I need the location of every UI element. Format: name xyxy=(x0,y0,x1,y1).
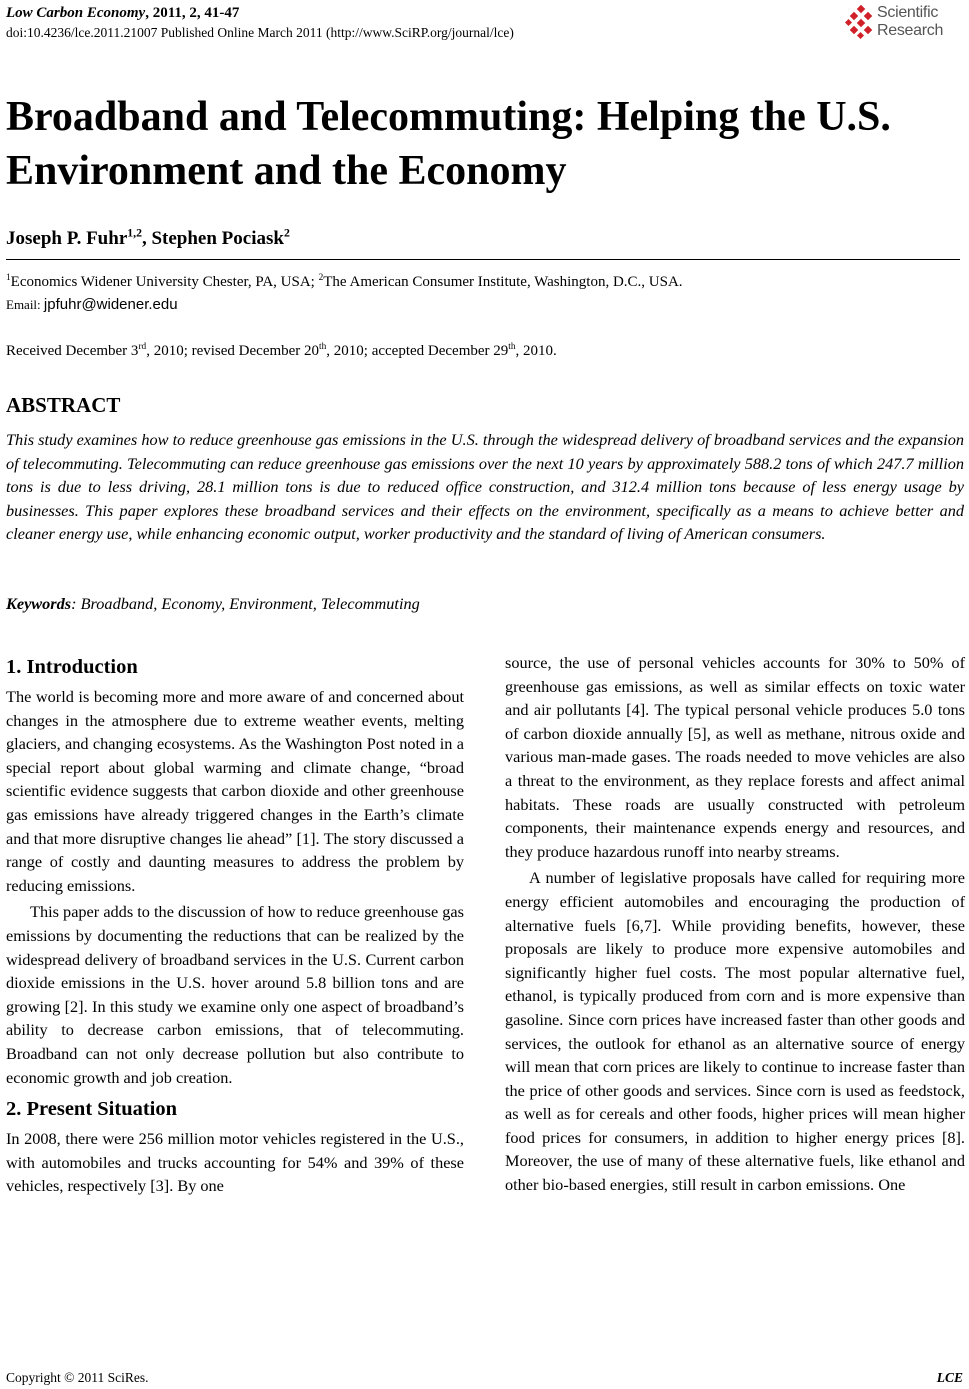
logo-text-line2: Research xyxy=(877,22,944,39)
email-label: Email: xyxy=(6,297,44,312)
affiliations xyxy=(6,272,683,292)
author-name: , Stephen Pociask xyxy=(141,228,284,249)
email-link[interactable]: jpfuhr@widener.edu xyxy=(43,296,178,313)
paragraph: The world is becoming more and more aware of and concerned about changes in the atmosphere due to extreme weather events, melting glaciers, and changing ecosystems. As the Washington Post noted in a special report about global warming and climate change, “broad scientific evidence suggests that carbon dioxide and other greenhouse gas emissions have already triggered changes in the Earth’s climate and that more disruptive changes lie ahead” [1]. The story discussed a range of costly and daunting measures to address the problem by reducing emissions. xyxy=(6,687,464,895)
revised-text: , 2010; revised December 20 xyxy=(146,343,320,359)
journal-volume: , 2011, 2, 41-47 xyxy=(145,5,240,21)
affiliation-mark: 2 xyxy=(318,273,324,283)
accepted-text: , 2010; accepted December 29 xyxy=(326,343,509,359)
affiliation-mark: 1 xyxy=(6,273,11,283)
year-text: , 2010. xyxy=(515,343,557,359)
title-line-2: Environment and the Economy xyxy=(6,148,567,194)
author-affiliation-mark: 2 xyxy=(283,226,290,240)
abstract-heading: ABSTRACT xyxy=(6,393,121,417)
abstract-text: This study examines how to reduce greenhouse gas emissions in the U.S. through the widespread delivery of broadband services and the expansion of telecommuting. Telecommuting can reduce greenhouse gas emissions over the next 10 years by approximately 588.2 tons of which 247.7 million tons is due to less driving, 28.1 million tons is due to reduced office construction, and 312.4 million tons because of less energy usage by businesses. This paper explores these broadband services and their effects on the environment, specifically as a means to achieve better and cleaner energy use, while enhancing economic output, worker productivity and the standard of living of American consumers. xyxy=(6,430,964,543)
publisher-logo xyxy=(845,2,967,42)
keywords-label: Keywords xyxy=(6,594,72,613)
paragraph: In 2008, there were 256 million motor vehicles registered in the U.S., with automobiles and trucks accounting for 54% and 39% of these vehicles, respectively [3]. By one xyxy=(6,1129,464,1196)
left-column xyxy=(6,653,464,1198)
paragraph: A number of legislative proposals have called for requiring more energy efficient automobiles and encouraging the production of alternative fuels [6,7]. While providing benefits, however, these proposals are likely to produce more expensive automobiles and significantly higher fuel costs. The most popular alternative fuel, ethanol, is typically produced from corn and is more expensive than gasoline. Since corn prices have increased faster than other goods and services, the outlook for ethanol as an alternative source of energy will mean that corn prices are likely to continue to increase faster than the price of other goods and services. Since corn is used as feedstock, as well as for cereals and other foods, higher prices will mean higher food prices for consumers, in addition to higher energy prices [8]. Moreover, the use of many of these alternative fuels, like ethanol and other bio-based energies, still result in carbon emissions. One xyxy=(505,868,965,1195)
article-title xyxy=(6,90,961,198)
copyright-notice: Copyright © 2011 SciRes. xyxy=(6,1370,149,1385)
publisher-logo-icon xyxy=(845,5,875,39)
paragraph: This paper adds to the discussion of how to reduce greenhouse gas emissions by documenting the reductions that can be realized by the widespread delivery of broadband services in the U.S. Current carbon dioxide emissions in the U.S. hover around 5.8 billion tons and are growing [2]. In this study we examine only one aspect of broadband’s ability to decrease carbon emissions, that of telecommuting. Broadband can not only decrease pollution but also contribute to economic growth and job creation. xyxy=(6,902,464,1087)
email-line xyxy=(6,295,178,315)
affiliation-text: The American Consumer Institute, Washington, D.C., USA. xyxy=(323,274,683,290)
author-affiliation-mark: 1,2 xyxy=(127,226,142,240)
ordinal-suffix: th xyxy=(508,342,516,352)
keywords-list: : Broadband, Economy, Environment, Telecommuting xyxy=(71,594,420,613)
affiliation-text: Economics Widener University Chester, PA, USA; xyxy=(10,274,319,290)
ordinal-suffix: th xyxy=(319,342,327,352)
journal-name: Low Carbon Economy xyxy=(6,5,146,21)
right-column xyxy=(505,651,965,1197)
received-dates xyxy=(6,341,557,361)
received-text: Received December 3 xyxy=(6,343,139,359)
logo-text-line1: Scientific xyxy=(877,4,939,21)
doi-line: doi:10.4236/lce.2011.21007 Published Online March 2011 (http://www.SciRP.org/journal/lce) xyxy=(6,25,514,40)
journal-abbreviation: LCE xyxy=(936,1370,963,1385)
ordinal-suffix: rd xyxy=(138,342,147,352)
section-heading-introduction: 1. Introduction xyxy=(6,656,138,678)
paragraph: source, the use of personal vehicles accounts for 30% to 50% of greenhouse gas emissions, as well as similar effects on toxic water and air pollutants [4]. The typical personal vehicle produces 5.0 tons of carbon dioxide annually [5], as well as methane, nitrous oxide and various man-made gases. The roads needed to move vehicles are also a threat to the environment, as they replace forests and affect animal habitats. These roads are usually constructed with petroleum components, their maintenance expends energy and resources, and they produce hazardous runoff into nearby streams. xyxy=(505,653,965,861)
keywords-line xyxy=(6,593,420,615)
journal-citation xyxy=(6,4,239,23)
title-line-1: Broadband and Telecommuting: Helping the U.S. xyxy=(6,94,891,140)
header-divider xyxy=(6,259,960,260)
section-heading-present-situation: 2. Present Situation xyxy=(6,1098,178,1121)
author-name: Joseph P. Fuhr xyxy=(6,228,128,249)
author-line xyxy=(6,226,290,252)
